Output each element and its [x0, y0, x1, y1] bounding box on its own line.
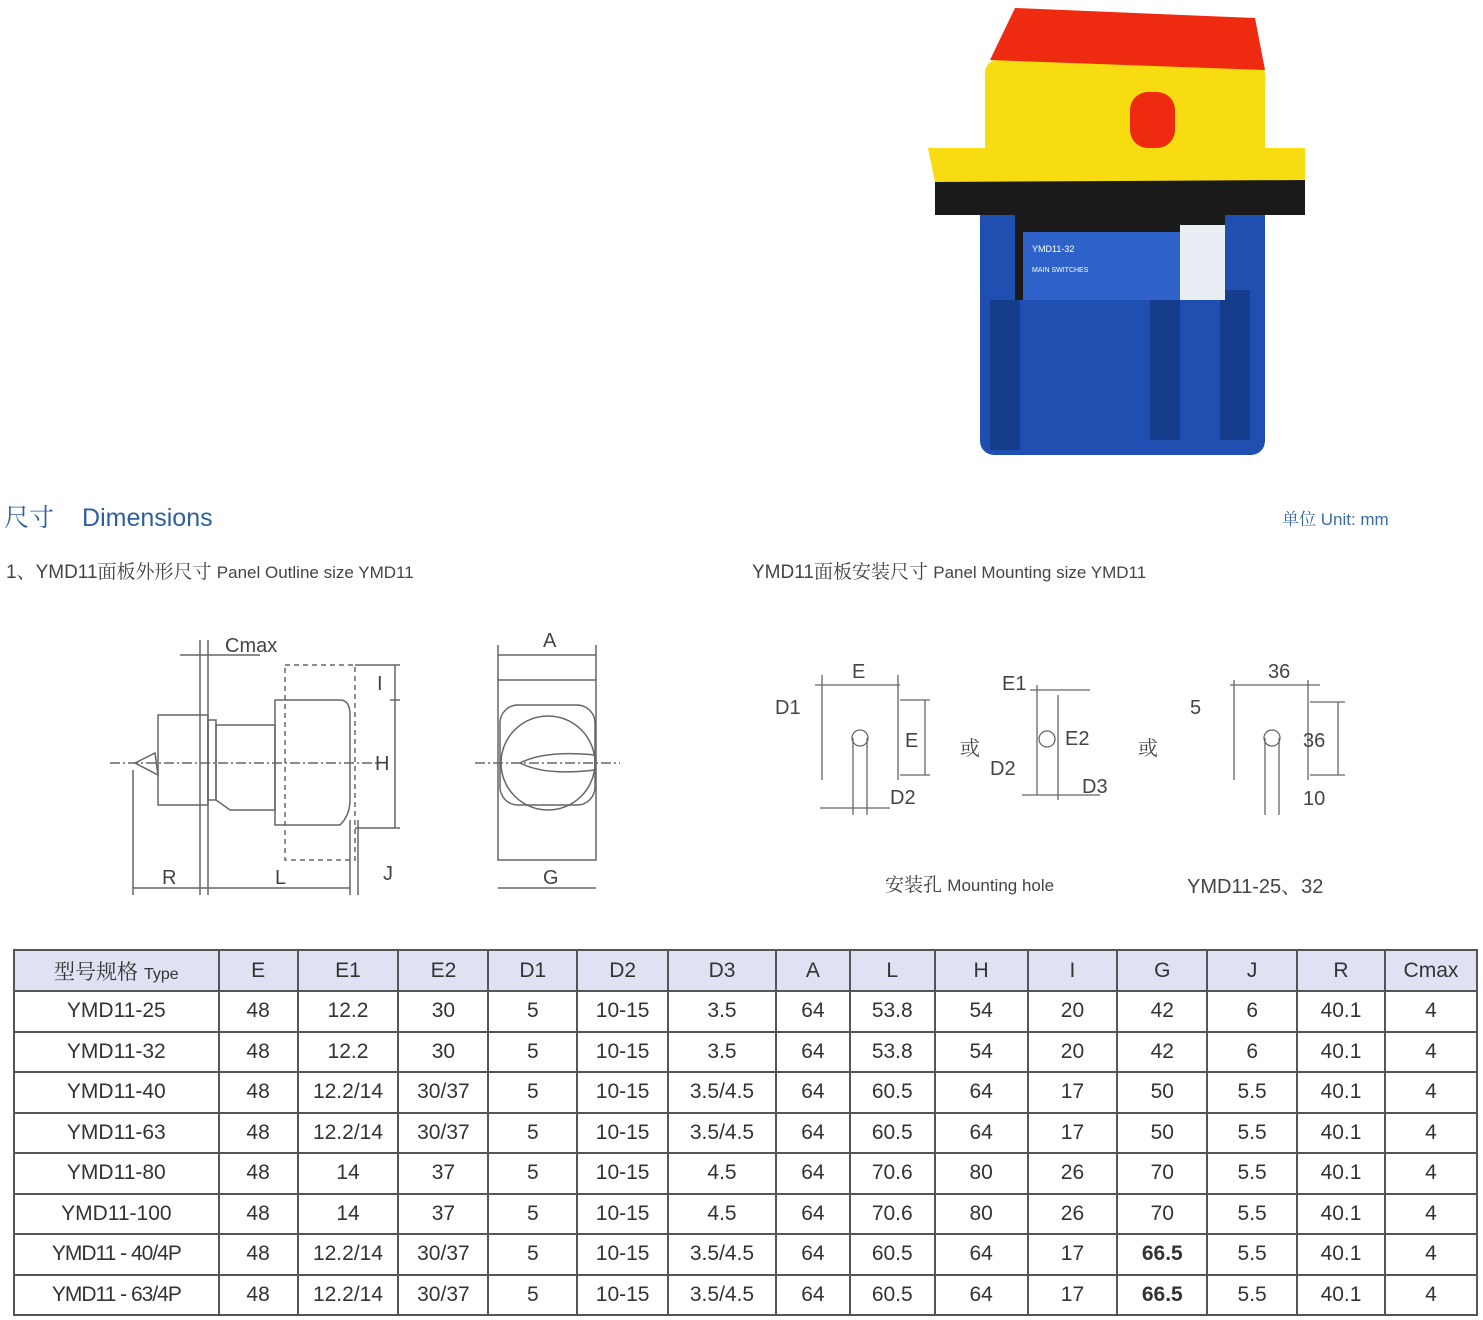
cell-i: 26 — [1028, 1153, 1118, 1194]
cell-a: 64 — [776, 1113, 850, 1154]
cell-j: 5.5 — [1207, 1275, 1297, 1316]
cell-l: 53.8 — [850, 991, 935, 1032]
product-photo-switch — [920, 0, 1320, 470]
cell-i: 17 — [1028, 1234, 1118, 1275]
cell-j: 6 — [1207, 991, 1297, 1032]
svg-text:D2: D2 — [890, 787, 916, 809]
svg-text:G: G — [543, 867, 559, 889]
cell-l: 60.5 — [850, 1234, 935, 1275]
svg-text:或: 或 — [1138, 738, 1158, 760]
cell-g: 42 — [1117, 1032, 1207, 1073]
cell-e: 48 — [219, 1072, 298, 1113]
header-i: I — [1028, 950, 1118, 991]
cell-h: 64 — [935, 1113, 1028, 1154]
cell-g: 70 — [1117, 1153, 1207, 1194]
cell-d1: 5 — [488, 991, 577, 1032]
cell-e2: 30 — [398, 1032, 488, 1073]
cell-e: 48 — [219, 1194, 298, 1235]
cell-j: 5.5 — [1207, 1072, 1297, 1113]
switch-cover — [928, 148, 1305, 182]
svg-text:5: 5 — [1190, 697, 1202, 719]
mounting-model-caption: YMD11-25、32 — [1187, 876, 1324, 898]
cell-e: 48 — [219, 1275, 298, 1316]
cell-e1: 12.2/14 — [298, 1234, 399, 1275]
svg-text:J: J — [383, 863, 393, 885]
switch-base-plate — [935, 180, 1305, 215]
header-h: H — [935, 950, 1028, 991]
svg-text:E1: E1 — [1002, 673, 1027, 695]
cell-e: 48 — [219, 991, 298, 1032]
cell-r: 40.1 — [1297, 1275, 1385, 1316]
cell-h: 64 — [935, 1072, 1028, 1113]
header-type: 型号规格 Type — [14, 950, 219, 991]
cell-d1: 5 — [488, 1032, 577, 1073]
svg-text:H: H — [375, 753, 390, 775]
cell-cmax: 4 — [1385, 991, 1477, 1032]
svg-text:I: I — [377, 673, 383, 695]
header-j: J — [1207, 950, 1297, 991]
cell-e2: 30 — [398, 991, 488, 1032]
cell-i: 20 — [1028, 1032, 1118, 1073]
cell-a: 64 — [776, 1234, 850, 1275]
cell-e2: 30/37 — [398, 1113, 488, 1154]
cell-l: 70.6 — [850, 1153, 935, 1194]
cell-h: 64 — [935, 1234, 1028, 1275]
cell-e: 48 — [219, 1032, 298, 1073]
cell-d3: 4.5 — [668, 1194, 776, 1235]
cell-l: 60.5 — [850, 1275, 935, 1316]
cell-j: 5.5 — [1207, 1194, 1297, 1235]
cell-d2: 10-15 — [577, 1275, 668, 1316]
cell-i: 17 — [1028, 1275, 1118, 1316]
section-title: 尺寸 Dimensions — [4, 504, 213, 532]
cell-a: 64 — [776, 1153, 850, 1194]
cell-cmax: 4 — [1385, 1032, 1477, 1073]
cell-l: 70.6 — [850, 1194, 935, 1235]
cell-r: 40.1 — [1297, 1153, 1385, 1194]
cell-l: 60.5 — [850, 1113, 935, 1154]
cell-j: 6 — [1207, 1032, 1297, 1073]
cell-d1: 5 — [488, 1194, 577, 1235]
svg-text:D1: D1 — [775, 697, 801, 719]
cell-d3: 3.5/4.5 — [668, 1113, 776, 1154]
cell-e2: 30/37 — [398, 1234, 488, 1275]
svg-text:36: 36 — [1303, 730, 1326, 752]
cell-e1: 12.2/14 — [298, 1072, 399, 1113]
mounting-variant-3 — [1190, 661, 1345, 815]
cell-d2: 10-15 — [577, 1113, 668, 1154]
cell-g: 70 — [1117, 1194, 1207, 1235]
cell-g: 66.5 — [1117, 1234, 1207, 1275]
mounting-variant-1 — [775, 661, 930, 815]
cell-d1: 5 — [488, 1234, 577, 1275]
cell-type: YMD11-80 — [14, 1153, 219, 1194]
cell-d2: 10-15 — [577, 991, 668, 1032]
cell-r: 40.1 — [1297, 1234, 1385, 1275]
cell-d2: 10-15 — [577, 1072, 668, 1113]
cell-h: 64 — [935, 1275, 1028, 1316]
cell-cmax: 4 — [1385, 1113, 1477, 1154]
cell-a: 64 — [776, 991, 850, 1032]
svg-text:E2: E2 — [1065, 728, 1090, 750]
svg-text:D3: D3 — [1082, 776, 1108, 798]
table-row — [14, 991, 1477, 1032]
cell-h: 80 — [935, 1194, 1028, 1235]
cell-i: 26 — [1028, 1194, 1118, 1235]
switch-handle — [990, 8, 1265, 70]
cell-j: 5.5 — [1207, 1153, 1297, 1194]
cell-d3: 4.5 — [668, 1153, 776, 1194]
svg-text:E: E — [852, 661, 866, 683]
svg-text:YMD11-32: YMD11-32 — [1032, 244, 1075, 254]
cell-d2: 10-15 — [577, 1153, 668, 1194]
svg-text:R: R — [162, 867, 177, 889]
cell-cmax: 4 — [1385, 1194, 1477, 1235]
cell-i: 17 — [1028, 1072, 1118, 1113]
cell-d2: 10-15 — [577, 1032, 668, 1073]
cell-e1: 12.2/14 — [298, 1275, 399, 1316]
table-row — [14, 1032, 1477, 1073]
cell-type: YMD11-25 — [14, 991, 219, 1032]
svg-text:MAIN SWITCHES: MAIN SWITCHES — [1032, 267, 1089, 274]
cell-e: 48 — [219, 1153, 298, 1194]
cell-e: 48 — [219, 1234, 298, 1275]
cell-d1: 5 — [488, 1153, 577, 1194]
header-cmax: Cmax — [1385, 950, 1477, 991]
cell-d3: 3.5/4.5 — [668, 1072, 776, 1113]
header-l: L — [850, 950, 935, 991]
cell-g: 50 — [1117, 1113, 1207, 1154]
cell-e1: 14 — [298, 1153, 399, 1194]
table-row — [14, 1113, 1477, 1154]
cell-e2: 30/37 — [398, 1275, 488, 1316]
cell-type: YMD11-40 — [14, 1072, 219, 1113]
header-e2: E2 — [398, 950, 488, 991]
table-row — [14, 1234, 1477, 1275]
cell-a: 64 — [776, 1072, 850, 1113]
cell-r: 40.1 — [1297, 991, 1385, 1032]
cell-e2: 30/37 — [398, 1072, 488, 1113]
table-header-row — [14, 950, 1477, 991]
cell-cmax: 4 — [1385, 1072, 1477, 1113]
cell-i: 20 — [1028, 991, 1118, 1032]
svg-text:Cmax: Cmax — [225, 635, 278, 657]
mounting-variant-2 — [990, 673, 1108, 800]
cell-cmax: 4 — [1385, 1153, 1477, 1194]
cell-type: YMD11-32 — [14, 1032, 219, 1073]
cell-type: YMD11 - 40/4P — [14, 1234, 219, 1275]
svg-text:L: L — [275, 867, 287, 889]
mounting-subtitle: YMD11面板安装尺寸 Panel Mounting size YMD11 — [752, 562, 1147, 583]
svg-text:E: E — [905, 730, 919, 752]
header-r: R — [1297, 950, 1385, 991]
unit-label: 单位 Unit: mm — [1282, 510, 1389, 529]
cell-a: 64 — [776, 1275, 850, 1316]
cell-a: 64 — [776, 1194, 850, 1235]
cell-e2: 37 — [398, 1194, 488, 1235]
cell-r: 40.1 — [1297, 1113, 1385, 1154]
cell-r: 40.1 — [1297, 1072, 1385, 1113]
table-row — [14, 1275, 1477, 1316]
cell-cmax: 4 — [1385, 1234, 1477, 1275]
cell-e1: 12.2 — [298, 1032, 399, 1073]
cell-e1: 12.2 — [298, 991, 399, 1032]
table-row — [14, 1072, 1477, 1113]
cell-type: YMD11-100 — [14, 1194, 219, 1235]
header-a: A — [776, 950, 850, 991]
cell-d3: 3.5/4.5 — [668, 1234, 776, 1275]
header-d2: D2 — [577, 950, 668, 991]
cell-d3: 3.5/4.5 — [668, 1275, 776, 1316]
cell-h: 54 — [935, 1032, 1028, 1073]
cell-e1: 14 — [298, 1194, 399, 1235]
header-e1: E1 — [298, 950, 399, 991]
cell-g: 42 — [1117, 991, 1207, 1032]
cell-type: YMD11 - 63/4P — [14, 1275, 219, 1316]
cell-h: 80 — [935, 1153, 1028, 1194]
cell-cmax: 4 — [1385, 1275, 1477, 1316]
svg-text:A: A — [543, 630, 557, 652]
cell-j: 5.5 — [1207, 1113, 1297, 1154]
cell-l: 53.8 — [850, 1032, 935, 1073]
svg-text:D2: D2 — [990, 758, 1016, 780]
cell-g: 66.5 — [1117, 1275, 1207, 1316]
header-d1: D1 — [488, 950, 577, 991]
cell-g: 50 — [1117, 1072, 1207, 1113]
dimensions-table — [13, 949, 1478, 1316]
cell-d3: 3.5 — [668, 991, 776, 1032]
header-d3: D3 — [668, 950, 776, 991]
cell-d1: 5 — [488, 1113, 577, 1154]
cell-i: 17 — [1028, 1113, 1118, 1154]
svg-text:10: 10 — [1303, 788, 1326, 810]
svg-text:36: 36 — [1268, 661, 1291, 683]
cell-a: 64 — [776, 1032, 850, 1073]
cell-h: 54 — [935, 991, 1028, 1032]
svg-text:或: 或 — [960, 738, 980, 760]
cell-e2: 37 — [398, 1153, 488, 1194]
cell-d1: 5 — [488, 1275, 577, 1316]
cell-j: 5.5 — [1207, 1234, 1297, 1275]
table-row — [14, 1194, 1477, 1235]
header-e: E — [219, 950, 298, 991]
mounting-drawing — [760, 650, 1380, 830]
cell-r: 40.1 — [1297, 1194, 1385, 1235]
header-g: G — [1117, 950, 1207, 991]
cell-d3: 3.5 — [668, 1032, 776, 1073]
cell-e1: 12.2/14 — [298, 1113, 399, 1154]
cell-type: YMD11-63 — [14, 1113, 219, 1154]
outline-drawing — [100, 620, 640, 910]
cell-r: 40.1 — [1297, 1032, 1385, 1073]
cell-e: 48 — [219, 1113, 298, 1154]
cell-l: 60.5 — [850, 1072, 935, 1113]
cell-d2: 10-15 — [577, 1234, 668, 1275]
table-row — [14, 1153, 1477, 1194]
mounting-hole-caption: 安装孔 Mounting hole — [885, 875, 1055, 896]
outline-subtitle: 1、YMD11面板外形尺寸 Panel Outline size YMD11 — [6, 562, 414, 583]
cell-d2: 10-15 — [577, 1194, 668, 1235]
cell-d1: 5 — [488, 1072, 577, 1113]
